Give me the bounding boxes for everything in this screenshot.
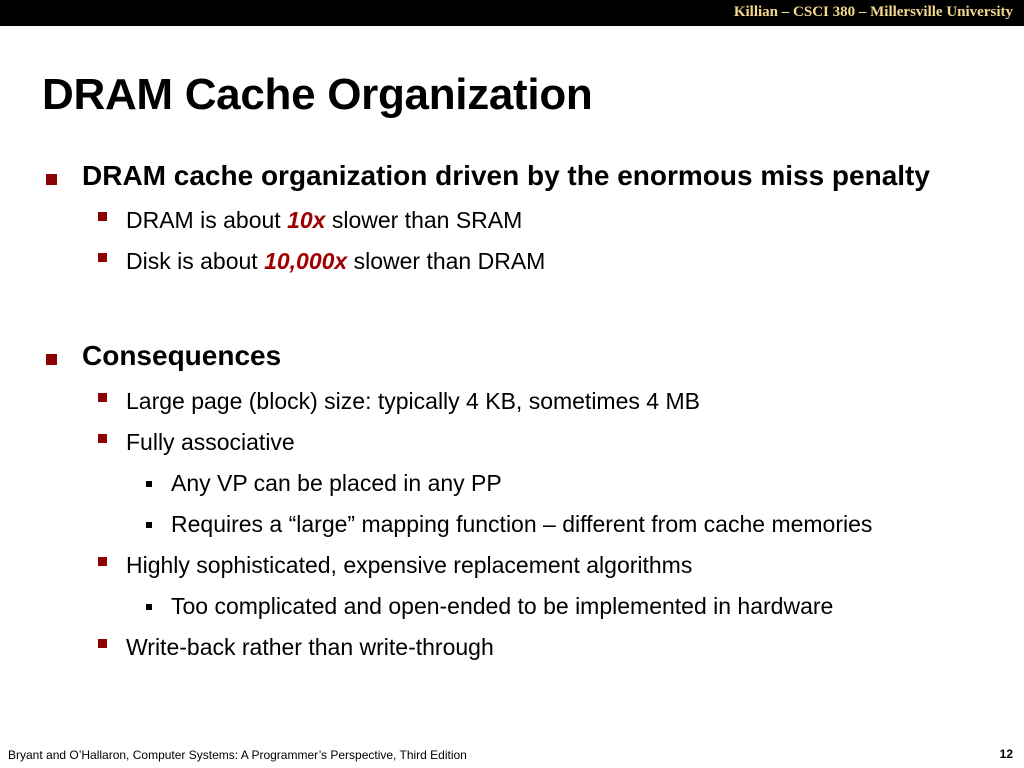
bullet-marker bbox=[46, 354, 57, 365]
sub-sub-bullet-marker bbox=[146, 481, 152, 487]
footer-citation: Bryant and O’Hallaron, Computer Systems: A Programmer’s Perspective, Third Edition bbox=[8, 748, 467, 762]
sub-bullet-marker bbox=[98, 393, 107, 402]
sub-sub-bullet-mapping-function: Requires a “large” mapping function – different from cache memories bbox=[171, 511, 873, 537]
sub-bullet-marker bbox=[98, 253, 107, 262]
emphasis-10x: 10x bbox=[287, 207, 326, 233]
header-text: Killian – CSCI 380 – Millersville University bbox=[733, 4, 1013, 20]
sub-sub-bullet-marker bbox=[146, 604, 152, 610]
header-bar bbox=[0, 0, 1024, 26]
sub-sub-bullet-too-complicated: Too complicated and open-ended to be implemented in hardware bbox=[171, 593, 834, 619]
text-segment: slower than SRAM bbox=[325, 207, 523, 233]
sub-bullet-dram-speed bbox=[126, 207, 522, 234]
slide-title: DRAM Cache Organization bbox=[42, 70, 593, 119]
sub-bullet-marker bbox=[98, 212, 107, 221]
sub-bullet-page-size: Large page (block) size: typically 4 KB, sometimes 4 MB bbox=[126, 388, 700, 414]
page-number: 12 bbox=[999, 747, 1013, 761]
sub-sub-bullet-any-vp: Any VP can be placed in any PP bbox=[171, 470, 502, 496]
sub-bullet-replacement: Highly sophisticated, expensive replacement algorithms bbox=[126, 552, 693, 578]
sub-bullet-fully-associative: Fully associative bbox=[126, 429, 295, 455]
text-segment: slower than DRAM bbox=[347, 248, 546, 274]
bullet-marker bbox=[46, 174, 57, 185]
sub-bullet-marker bbox=[98, 434, 107, 443]
sub-bullet-marker bbox=[98, 639, 107, 648]
emphasis-10000x: 10,000x bbox=[264, 248, 348, 274]
bullet-miss-penalty: DRAM cache organization driven by the enormous miss penalty bbox=[82, 160, 930, 191]
sub-sub-bullet-marker bbox=[146, 522, 152, 528]
text-segment: Disk is about bbox=[126, 248, 265, 274]
sub-bullet-marker bbox=[98, 557, 107, 566]
sub-bullet-disk-speed bbox=[126, 248, 545, 275]
text-segment: DRAM is about bbox=[126, 207, 288, 233]
bullet-consequences: Consequences bbox=[82, 340, 282, 371]
sub-bullet-write-back: Write-back rather than write-through bbox=[126, 634, 494, 660]
